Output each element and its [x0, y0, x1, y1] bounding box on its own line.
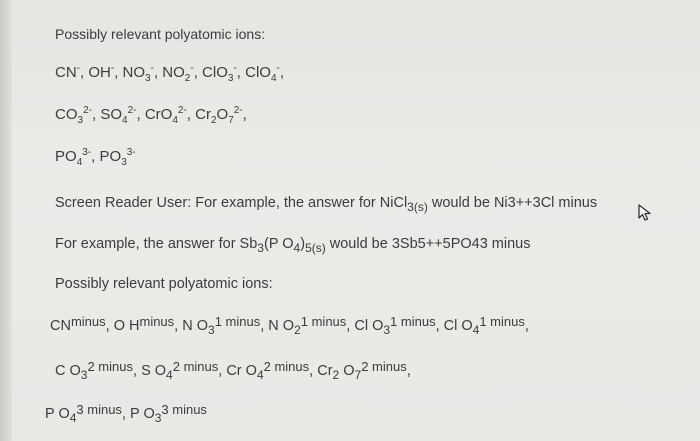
- ion-subscript: 4: [172, 115, 178, 126]
- ion-base: CN: [50, 318, 71, 334]
- separator: ,: [174, 318, 183, 334]
- separator: ,: [136, 106, 145, 123]
- ion-base: NO: [122, 64, 146, 81]
- ion-base: Cr: [195, 106, 211, 123]
- ion-formula: [55, 64, 80, 81]
- ion-charge: minus: [139, 314, 175, 329]
- separator: ,: [260, 318, 269, 334]
- ion-subscript: 4: [472, 323, 480, 337]
- left-edge: [0, 0, 12, 441]
- ion-charge: -: [190, 63, 194, 74]
- ion-charge: 2-: [233, 105, 243, 116]
- separator: ,: [309, 363, 318, 379]
- ion-charge: 2-: [177, 105, 187, 116]
- ion-base: Cr O: [226, 363, 257, 379]
- sr2-sub2: 4: [293, 241, 301, 255]
- ion-base: CN: [55, 64, 77, 81]
- ion-subscript: 4: [256, 368, 264, 382]
- sr2-sub1: 3: [257, 241, 264, 255]
- ion-subscript: 4: [270, 73, 277, 84]
- sr2-sub3: 5(s): [305, 241, 326, 255]
- ions-row-3: [55, 147, 136, 168]
- ion-base: P O: [130, 406, 155, 422]
- ion-formula: [100, 105, 137, 126]
- ion-charge: 3 minus: [161, 402, 207, 417]
- ion-subscript: 2: [294, 323, 301, 337]
- header-polyatomic-ions: Possibly relevant polyatomic ions:: [55, 26, 266, 42]
- separator: ,: [114, 64, 123, 81]
- ions-row-2: [55, 105, 247, 126]
- ion-subscript: 4: [76, 157, 83, 168]
- sr1-prefix: Screen Reader User: For example, the answer for NiCl: [55, 195, 408, 211]
- separator: ,: [105, 318, 114, 334]
- ion-formula: [130, 402, 207, 425]
- ion-base: ClO: [202, 64, 228, 81]
- ion-subscript: 4: [166, 368, 173, 382]
- ion-charge: -: [110, 63, 115, 74]
- ion-subscript: 2: [184, 73, 191, 84]
- ion-formula: [144, 105, 187, 126]
- ion-formula: [55, 359, 133, 382]
- ion-charge: -: [233, 63, 237, 74]
- separator: ,: [153, 64, 163, 81]
- sr-ions-row-3: [45, 402, 207, 425]
- ion-formula: [182, 314, 261, 337]
- ion-formula: [45, 402, 122, 425]
- ion-subscript: 2: [210, 115, 217, 126]
- ion-formula: [141, 359, 219, 382]
- ion-charge: 1 minus: [300, 314, 347, 329]
- ion-charge: 2 minus: [361, 359, 407, 374]
- ion-base: PO: [55, 148, 77, 165]
- ion-subscript: 3: [383, 323, 391, 337]
- ion-base: Cl O: [443, 318, 473, 334]
- ion-subscript: 4: [122, 115, 128, 126]
- ion-formula: [113, 314, 175, 334]
- separator: ,: [91, 148, 100, 165]
- ion-subscript: 3: [154, 411, 162, 425]
- separator: ,: [121, 406, 130, 422]
- separator: ,: [80, 64, 89, 81]
- ion-charge: 2 minus: [172, 359, 219, 374]
- ion-charge: 2-: [83, 105, 92, 116]
- ion-base: O H: [113, 318, 140, 334]
- ion-formula: [443, 314, 525, 337]
- ion-base: Cr: [317, 363, 333, 379]
- separator: ,: [242, 106, 247, 123]
- separator: ,: [406, 363, 411, 379]
- ion-charge: 3 minus: [76, 402, 122, 417]
- separator: ,: [279, 64, 285, 81]
- ion-formula: [122, 63, 154, 84]
- ion-subscript: 3: [227, 73, 234, 84]
- ion-formula: [55, 147, 92, 168]
- ion-charge: minus: [70, 314, 106, 329]
- ion-formula: [268, 314, 347, 337]
- ion-base: SO: [100, 106, 122, 123]
- ion-charge: -: [76, 63, 81, 74]
- ion-subscript: 3: [80, 368, 88, 382]
- separator: ,: [133, 363, 142, 379]
- ion-base: CrO: [144, 106, 173, 123]
- separator: ,: [346, 318, 355, 334]
- ion-charge: 3-: [126, 147, 136, 158]
- ion-base: CO: [55, 106, 78, 123]
- ion-formula: [354, 314, 436, 337]
- ion-base: OH: [88, 64, 111, 81]
- ion-formula: [88, 64, 114, 81]
- ion-subscript-2: 7: [228, 115, 234, 126]
- ion-base: S O: [141, 363, 167, 379]
- ion-base-2: O: [339, 363, 355, 379]
- ion-formula: [195, 105, 243, 126]
- ion-base-2: O: [216, 106, 229, 123]
- ion-subscript-2: 7: [354, 368, 362, 382]
- ion-charge: 2 minus: [87, 359, 133, 374]
- ions-row-1: [55, 63, 285, 84]
- ion-subscript: 3: [145, 73, 151, 84]
- separator: ,: [524, 318, 529, 334]
- separator: ,: [193, 64, 203, 81]
- ion-subscript: 3: [208, 323, 215, 337]
- sr-ions-row-2: [55, 359, 411, 382]
- separator: ,: [236, 64, 246, 81]
- ion-subscript: 3: [121, 157, 127, 168]
- ion-charge: 2 minus: [263, 359, 310, 374]
- ion-subscript: 2: [332, 368, 340, 382]
- screen-reader-example-2: [55, 236, 531, 255]
- ion-base: ClO: [245, 64, 271, 81]
- ion-formula: [162, 63, 194, 84]
- ion-base: P O: [45, 406, 70, 422]
- ion-formula: [99, 147, 136, 168]
- sr2-mid: (P O: [263, 236, 294, 252]
- separator: ,: [186, 106, 196, 123]
- ion-base: N O: [268, 318, 295, 334]
- screen-reader-example-1: [55, 195, 598, 214]
- ion-base: NO: [162, 64, 185, 81]
- mouse-pointer-icon: [637, 203, 655, 228]
- ion-base: Cl O: [354, 318, 384, 334]
- ion-charge: 1 minus: [479, 314, 525, 329]
- sr2-prefix: For example, the answer for Sb: [55, 236, 258, 252]
- ion-charge: 3-: [82, 147, 92, 158]
- separator: ,: [218, 363, 227, 379]
- ion-charge: 1 minus: [214, 314, 261, 329]
- sr1-suffix: would be Ni3++3Cl minus: [427, 195, 598, 211]
- ion-formula: [50, 314, 106, 334]
- sr-ions-row-1: [50, 314, 529, 337]
- ion-formula: [55, 105, 92, 126]
- ion-formula: [202, 63, 237, 84]
- ion-charge: -: [276, 63, 280, 74]
- ion-subscript: 3: [77, 115, 84, 126]
- ion-base: N O: [182, 318, 209, 334]
- ion-base: PO: [99, 148, 122, 165]
- separator: ,: [91, 106, 101, 123]
- ion-base: C O: [55, 363, 81, 379]
- ion-formula: [317, 359, 407, 382]
- ion-subscript: 4: [69, 411, 77, 425]
- separator: ,: [435, 318, 444, 334]
- ion-formula: [226, 359, 310, 382]
- ion-charge: 1 minus: [390, 314, 436, 329]
- ion-charge: 2-: [127, 105, 137, 116]
- sr1-sub: 3(s): [407, 200, 428, 214]
- header2-polyatomic-ions: Possibly relevant polyatomic ions:: [55, 276, 273, 292]
- ion-charge: -: [150, 63, 154, 74]
- sr2-mid2: ): [300, 236, 306, 252]
- sr2-suffix: would be 3Sb5++5PO43 minus: [325, 236, 531, 252]
- ion-formula: [245, 63, 280, 84]
